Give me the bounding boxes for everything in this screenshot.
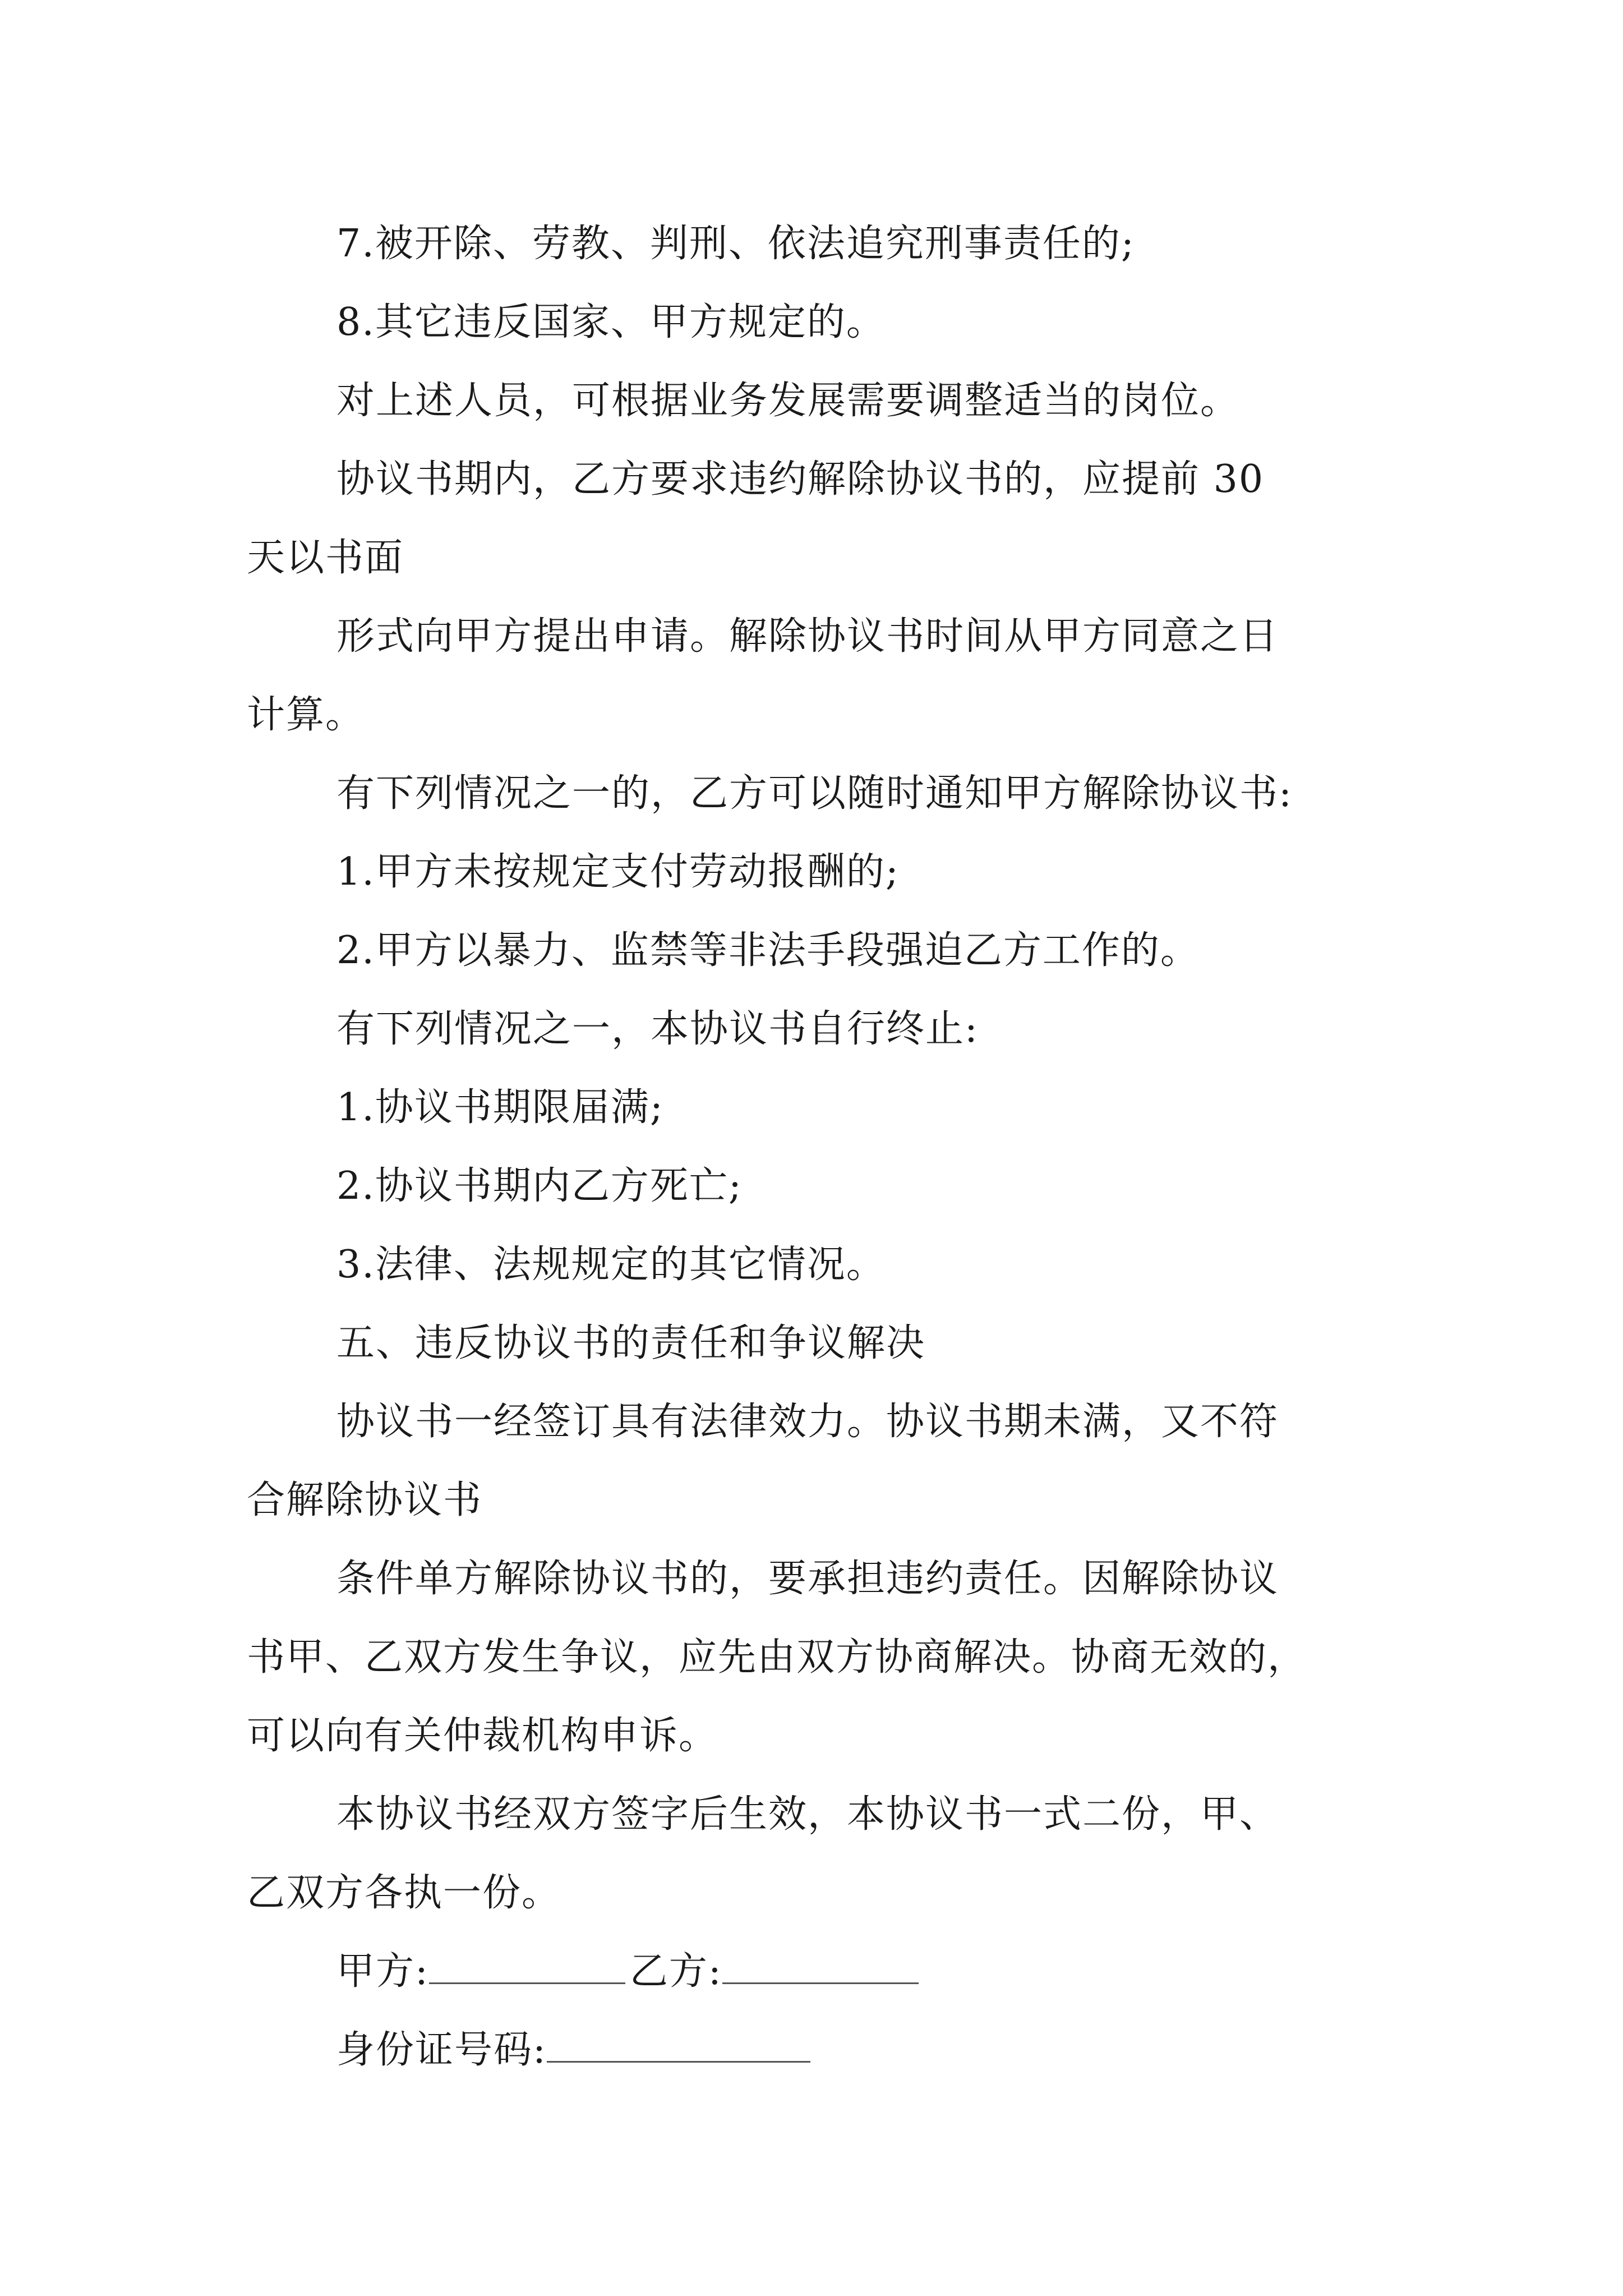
- id-number-label: 身份证号码:: [336, 2028, 547, 2072]
- party-b-signature-blank: [722, 1949, 919, 1984]
- text-line: 1.甲方未按规定支付劳动报酬的;: [336, 850, 900, 894]
- text-line: 协议书期内，乙方要求违约解除协议书的，应提前 30: [336, 457, 1265, 501]
- id-number-blank: [547, 2027, 810, 2063]
- text-line: 书甲、乙双方发生争议，应先由双方协商解决。协商无效的，: [247, 1635, 1307, 1680]
- text-line: 计算。: [247, 693, 365, 737]
- text-line: 2.甲方以暴力、监禁等非法手段强迫乙方工作的。: [336, 928, 1200, 973]
- text-line: 2.协议书期内乙方死亡;: [336, 1164, 743, 1208]
- text-line: 天以书面: [247, 536, 404, 580]
- text-line: 合解除协议书: [247, 1478, 483, 1522]
- text-line: 有下列情况之一的，乙方可以随时通知甲方解除协议书:: [336, 771, 1293, 816]
- text-line: 8.其它违反国家、甲方规定的。: [336, 300, 886, 344]
- section-heading: 五、违反协议书的责任和争议解决: [336, 1321, 926, 1365]
- party-b-label: 乙方:: [629, 1949, 722, 1994]
- text-line: 可以向有关仲裁机构申诉。: [247, 1714, 718, 1758]
- party-a-label: 甲方:: [336, 1949, 429, 1994]
- text-line: 对上述人员，可根据业务发展需要调整适当的岗位。: [336, 379, 1240, 423]
- text-line: 1.协议书期限届满;: [336, 1085, 664, 1130]
- text-line: 3.法律、法规规定的其它情况。: [336, 1243, 886, 1287]
- signature-line-parties: [247, 1932, 1385, 2011]
- text-line: 乙双方各执一份。: [247, 1871, 561, 1915]
- text-line: 7.被开除、劳教、判刑、依法追究刑事责任的;: [336, 222, 1135, 266]
- signature-line-id: [247, 2011, 1385, 2090]
- text-line: 协议书一经签订具有法律效力。协议书期未满，又不符: [336, 1400, 1279, 1444]
- text-line: 本协议书经双方签字后生效，本协议书一式二份，甲、: [336, 1792, 1279, 1837]
- party-a-signature-blank: [429, 1949, 625, 1984]
- text-line: 有下列情况之一，本协议书自行终止:: [336, 1007, 979, 1051]
- text-line: 条件单方解除协议书的，要承担违约责任。因解除协议: [336, 1557, 1279, 1601]
- document-body: [247, 205, 1385, 2090]
- text-line: 形式向甲方提出申请。解除协议书时间从甲方同意之日: [336, 614, 1279, 659]
